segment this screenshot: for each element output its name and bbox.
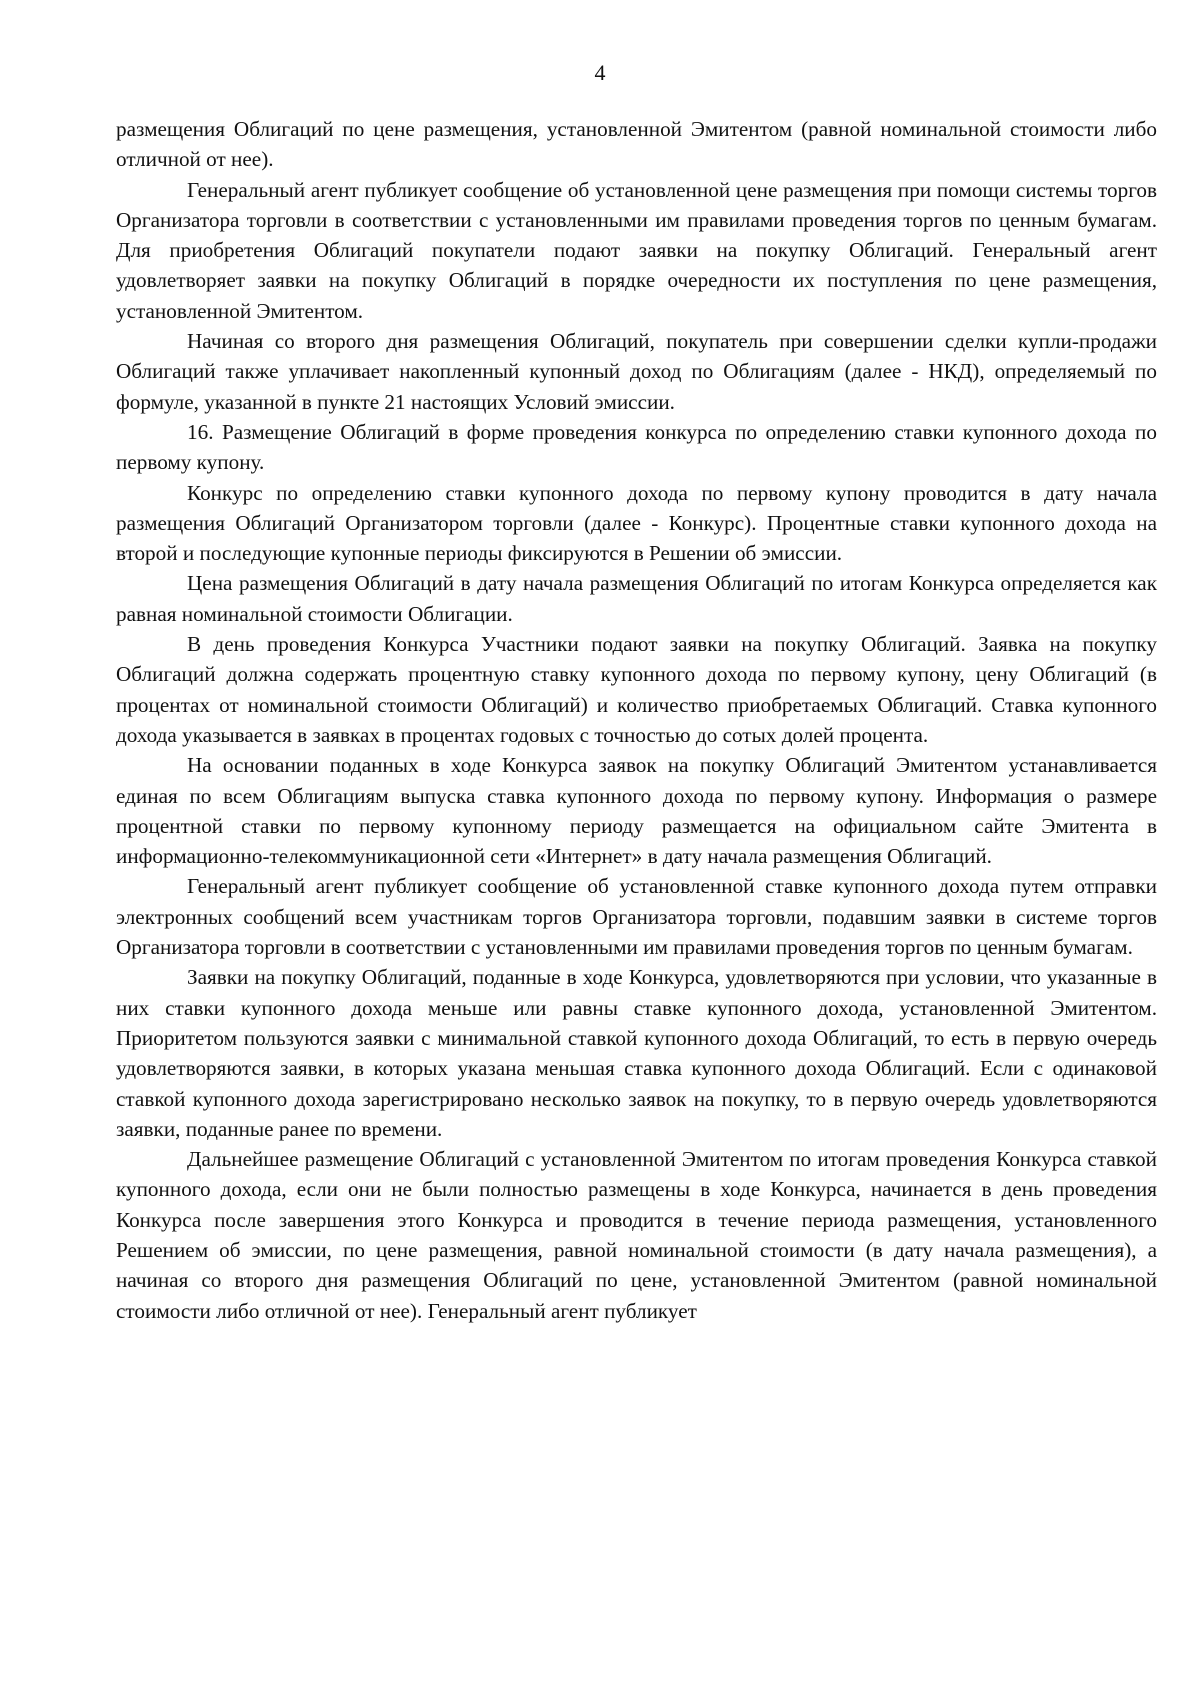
- paragraph: В день проведения Конкурса Участники подают заявки на покупку Облигаций. Заявка на покупку Облигаций должна содержать процентную ставку купонного дохода по первому купону, цену Облигаций (в процентах от номинальной стоимости Облигаций) и количество приобретаемых Облигаций. Ставка купонного дохода указывается в заявках в процентах годовых с точностью до сотых долей процента.: [116, 632, 1157, 747]
- paragraph: Начиная со второго дня размещения Облигаций, покупатель при совершении сделки купли-продажи Облигаций также уплачивает накопленный купонный доход по Облигациям (далее - НКД), определяемый по формуле, указанной в пункте 21 настоящих Условий эмиссии.: [116, 329, 1157, 414]
- page-number: 4: [594, 60, 606, 85]
- paragraph: Конкурс по определению ставки купонного дохода по первому купону проводится в дату начала размещения Облигаций Организатором торговли (далее - Конкурс). Процентные ставки купонного дохода на второй и последующие купонные периоды фиксируются в Решении об эмиссии.: [116, 480, 1157, 566]
- paragraph: Генеральный агент публикует сообщение об установленной цене размещения при помощи системы торгов Организатора торговли в соответствии с установленными им правилами проведения торгов по ценным бумагам. Для приобретения Облигаций покупатели подают заявки на покупку Облигаций. Генеральный агент удовлетворяет заявки на покупку Облигаций в порядке очередности их поступления по цене размещения, установленной Эмитентом.: [116, 177, 1157, 323]
- document-body: [116, 114, 1157, 1326]
- section-heading-paragraph: 16. Размещение Облигаций в форме проведения конкурса по определению ставки купонного дохода по первому купону.: [116, 419, 1157, 475]
- paragraph: размещения Облигаций по цене размещения, установленной Эмитентом (равной номинальной стоимости либо отличной от нее).: [116, 117, 1157, 172]
- paragraph: Дальнейшее размещение Облигаций с установленной Эмитентом по итогам проведения Конкурса ставкой купонного дохода, если они не были полностью размещены в ходе Конкурса, начинается в день проведения Конкурса после завершения этого Конкурса и проводится в течение периода размещения, установленного Решением об эмиссии, по цене размещения, равной номинальной стоимости (в дату начала размещения), а начиная со второго дня размещения Облигаций по цене, установленной Эмитентом (равной номинальной стоимости либо отличной от нее). Генеральный агент публикует: [116, 1147, 1157, 1323]
- paragraph: Генеральный агент публикует сообщение об установленной ставке купонного дохода путем отправки электронных сообщений всем участникам торгов Организатора торговли, подавшим заявки в системе торгов Организатора торговли в соответствии с установленными им правилами проведения торгов по ценным бумагам.: [116, 874, 1157, 960]
- paragraph: На основании поданных в ходе Конкурса заявок на покупку Облигаций Эмитентом устанавливается единая по всем Облигациям выпуска ставка купонного дохода по первому купону. Информация о размере процентной ставки по первому купонному периоду размещается на официальном сайте Эмитента в информационно-телекоммуникационной сети «Интернет» в дату начала размещения Облигаций.: [116, 753, 1157, 869]
- paragraph: Заявки на покупку Облигаций, поданные в ходе Конкурса, удовлетворяются при условии, что указанные в них ставки купонного дохода меньше или равны ставке купонного дохода, установленной Эмитентом. Приоритетом пользуются заявки с минимальной ставкой купонного дохода Облигаций, то есть в первую очередь удовлетворяются заявки, в которых указана меньшая ставка купонного дохода Облигаций. Если с одинаковой ставкой купонного дохода зарегистрировано несколько заявок на покупку, то в первую очередь удовлетворяются заявки, поданные ранее по времени.: [116, 965, 1157, 1141]
- paragraph: Цена размещения Облигаций в дату начала размещения Облигаций по итогам Конкурса определяется как равная номинальной стоимости Облигации.: [116, 571, 1157, 626]
